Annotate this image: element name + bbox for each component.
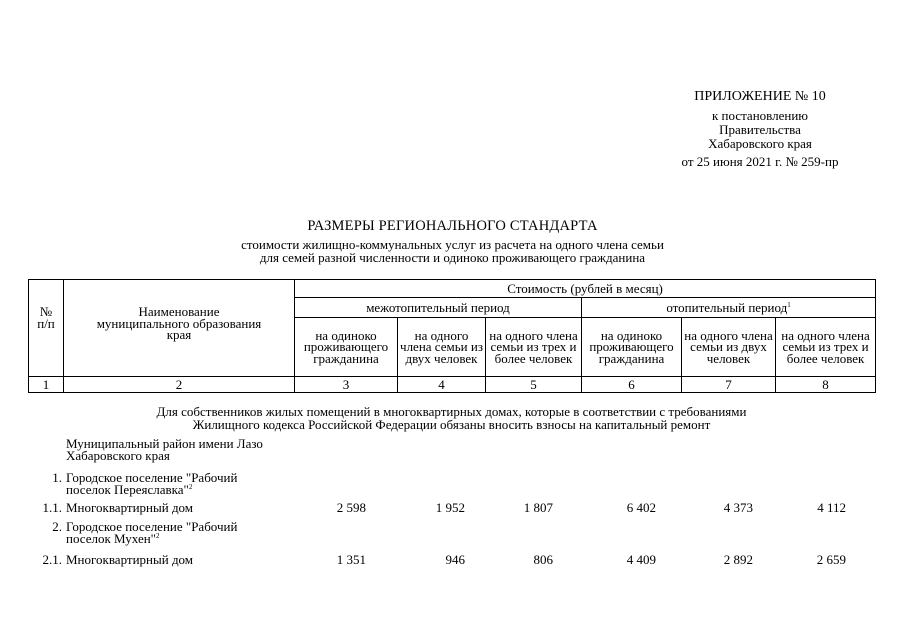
column-index: 3 — [295, 377, 398, 393]
header-heat-single: на одиноко проживающего гражданина — [582, 318, 682, 377]
row-name — [66, 472, 296, 496]
header-off-season: межотопительный период — [295, 298, 582, 318]
row-footnote: 2 — [155, 532, 160, 540]
header-heat-two: на одного члена семьи из двух человек — [682, 318, 776, 377]
appendix-block — [640, 90, 880, 169]
header-heating-season — [582, 298, 876, 318]
value-heat-three: 4 112 — [817, 500, 846, 515]
row-name: Многоквартирный дом — [66, 552, 194, 567]
row-number: 1.1. — [42, 500, 62, 515]
row-name-line-2 — [66, 533, 296, 545]
appendix-title: ПРИЛОЖЕНИЕ № 10 — [694, 89, 826, 104]
header-number — [29, 280, 64, 377]
row-number: 2.1. — [42, 552, 62, 567]
rates-header-table — [28, 279, 876, 393]
column-index: 6 — [582, 377, 682, 393]
column-index: 4 — [398, 377, 486, 393]
value-heat-single: 6 402 — [626, 500, 656, 515]
column-index: 2 — [64, 377, 295, 393]
value-heat-single: 4 409 — [626, 552, 656, 567]
row-footnote: 2 — [188, 483, 193, 491]
row-name: Многоквартирный дом — [66, 500, 194, 515]
row-number: 2. — [52, 519, 62, 534]
row-name-line-1: Городское поселение "Рабочий — [66, 470, 238, 485]
header-municipality: Наименование муниципального образования края — [64, 280, 295, 377]
section-line-1: Для собственников жилых помещений в многоквартирных домах, которые в соответствии с требованиями — [156, 404, 747, 419]
section-header — [28, 405, 875, 431]
section-line-2: Жилищного кодекса Российской Федерации обязаны вносить взносы на капитальный ремонт — [192, 417, 711, 432]
row-name-line-2 — [66, 484, 296, 496]
row-number: 1. — [52, 470, 62, 485]
column-index: 1 — [29, 377, 64, 393]
value-off-two: 1 952 — [435, 500, 465, 515]
value-off-three: 1 807 — [523, 500, 553, 515]
row-name — [66, 521, 296, 545]
header-off-two: на одного члена семьи из двух человек — [398, 318, 486, 377]
document-subtitle — [0, 238, 905, 264]
header-number-label: п/п — [37, 315, 55, 331]
subtitle-line-1: стоимости жилищно-коммунальных услуг из расчета на одного члена семьи — [241, 237, 664, 252]
document-title: РАЗМЕРЫ РЕГИОНАЛЬНОГО СТАНДАРТА — [307, 218, 598, 234]
value-off-single: 1 351 — [336, 552, 366, 567]
header-cost: Стоимость (рублей в месяц) — [295, 280, 876, 298]
appendix-date: от 25 июня 2021 г. № 259-пр — [681, 154, 839, 169]
value-heat-three: 2 659 — [816, 552, 846, 567]
column-index: 5 — [486, 377, 582, 393]
value-heat-two: 4 373 — [723, 500, 753, 515]
row-name-line-1: Городское поселение "Рабочий — [66, 519, 238, 534]
header-off-three: на одного члена семьи из трех и более человек — [486, 318, 582, 377]
header-number-sign: № — [39, 304, 53, 319]
header-heat-three: на одного члена семьи из трех и более человек — [776, 318, 876, 377]
row-name-line-1: Муниципальный район имени Лазо — [66, 436, 263, 451]
row-name-line-2-text: поселок Мухен" — [66, 531, 156, 546]
row-name-line-2: Хабаровского края — [66, 448, 170, 463]
subtitle-line-2: для семей разной численности и одиноко проживающего гражданина — [259, 250, 646, 265]
value-heat-two: 2 892 — [723, 552, 753, 567]
appendix-line-3: Хабаровского края — [708, 136, 812, 151]
appendix-line-2: Правительства — [719, 122, 801, 137]
header-off-single: на одиноко проживающего гражданина — [295, 318, 398, 377]
column-index: 8 — [776, 377, 876, 393]
appendix-line-1: к постановлению — [711, 108, 809, 123]
heating-season-footnote: 1 — [787, 300, 791, 309]
value-off-two: 946 — [445, 552, 465, 567]
row-name — [66, 438, 296, 462]
value-off-three: 806 — [533, 552, 553, 567]
value-off-single: 2 598 — [336, 500, 366, 515]
heating-season-label: отопительный период — [666, 299, 788, 315]
column-index: 7 — [682, 377, 776, 393]
row-name-line-2-text: поселок Переяславка" — [66, 482, 189, 497]
